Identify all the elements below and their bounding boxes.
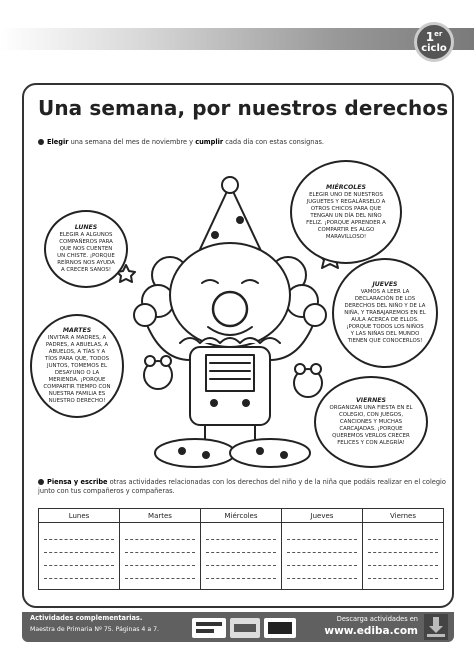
bubble-lunes-text: ELEGIR A ALGUNOS COMPAÑEROS PARA QUE NOS CUENTEN UN CHISTE. ¡PORQUE REÍRNOS NOS AYUDA A CRECER SANOS!	[57, 232, 115, 273]
footer-reference: Maestra de Primaria Nº 75. Páginas 4 a 7.	[30, 626, 159, 633]
table-header-row	[39, 509, 444, 523]
footer-website-link[interactable]: www.ediba.com	[324, 625, 418, 637]
cycle-word: ciclo	[421, 43, 447, 54]
instr1-text1: una semana del mes de noviembre y	[68, 138, 196, 146]
header-miercoles: Miércoles	[201, 509, 282, 523]
footer-activities: Actividades complementarias.	[30, 614, 143, 622]
bubble-lunes-day: LUNES	[74, 224, 98, 231]
download-icon[interactable]	[424, 614, 448, 640]
bubble-viernes	[314, 376, 428, 468]
cycle-number: 1	[425, 30, 435, 44]
footer-download-label: Descarga actividades en	[336, 615, 418, 623]
bubble-jueves-text: VAMOS A LEER LA DECLARACIÓN DE LOS DERECHOS DEL NIÑO Y DE LA NIÑA, Y TRABAJAREMOS EN EL AULA ACERCA DE ELLOS. ¡PORQUE TODOS LOS NIÑOS Y LAS NIÑAS DEL MUNDO TIENEN QUE CONOCERLOS!	[344, 289, 426, 344]
bubble-lunes	[44, 210, 128, 288]
bubble-miercoles-day: MIÉRCOLES	[326, 183, 366, 191]
instr1-text2: cada día con estas consignas.	[223, 138, 325, 146]
cell-martes[interactable]	[120, 523, 201, 590]
header-lunes: Lunes	[39, 509, 120, 523]
week-table	[38, 508, 444, 590]
header-jueves: Jueves	[282, 509, 363, 523]
instruction-1	[38, 138, 448, 147]
cycle-badge	[414, 22, 454, 62]
cell-viernes[interactable]	[363, 523, 444, 590]
bubble-martes	[30, 314, 124, 418]
instruction-2	[38, 478, 448, 496]
instr1-verb2: cumplir	[195, 138, 224, 146]
cell-lunes[interactable]	[39, 523, 120, 590]
cycle-sup: er	[434, 30, 443, 38]
page-title: Una semana, por nuestros derechos	[38, 96, 449, 120]
bubble-martes-day: MARTES	[62, 327, 92, 334]
header-band	[0, 28, 474, 50]
cell-miercoles[interactable]	[201, 523, 282, 590]
bullet-icon	[38, 479, 44, 485]
bubble-miercoles	[290, 160, 402, 264]
instr1-verb1: Elegir	[47, 138, 69, 146]
bubble-viernes-text: ORGANIZAR UNA FIESTA EN EL COLEGIO, CON JUEGOS, CANCIONES Y MUCHAS CARCAJADAS. ¡PORQUE QUEREMOS VERLOS CRECER FELICES Y CON ALEGRÍA!	[329, 405, 413, 446]
bubble-martes-text: INVITAR A MADRES, A PADRES, A ABUELAS, A ABUELOS, A TÍAS Y A TÍOS PARA QUE, TODOS JUNTOS, TOMEMOS EL DESAYUNO O LA MERIENDA. ¡PORQUE COMPARTIR TIEMPO CON NUESTRA FAMILIA ES NUESTRO DERECHO!	[43, 335, 111, 404]
instr2-text: otras actividades relacionadas con los derechos del niño y de la niña que podáis realizar en el colegio junto con tus compañeros y compañeras.	[38, 478, 446, 495]
bubble-viernes-day: VIERNES	[356, 397, 386, 404]
bubble-jueves	[332, 258, 438, 368]
header-martes: Martes	[120, 509, 201, 523]
table-row	[39, 523, 444, 590]
instr2-verbs: Piensa y escribe	[47, 478, 108, 486]
cell-jueves[interactable]	[282, 523, 363, 590]
header-viernes: Viernes	[363, 509, 444, 523]
bullet-icon	[38, 139, 44, 145]
bubble-miercoles-text: ELEGIR UNO DE NUESTROS JUGUETES Y REGALÁRSELO A OTROS CHICOS PARA QUE TENGAN UN DÍA DEL NIÑO FELIZ. ¡PORQUE APRENDER A COMPARTIR ES ALGO MARAVILLOSO!	[306, 191, 386, 240]
publisher-logos	[192, 616, 298, 640]
bubble-jueves-day: JUEVES	[372, 281, 398, 288]
